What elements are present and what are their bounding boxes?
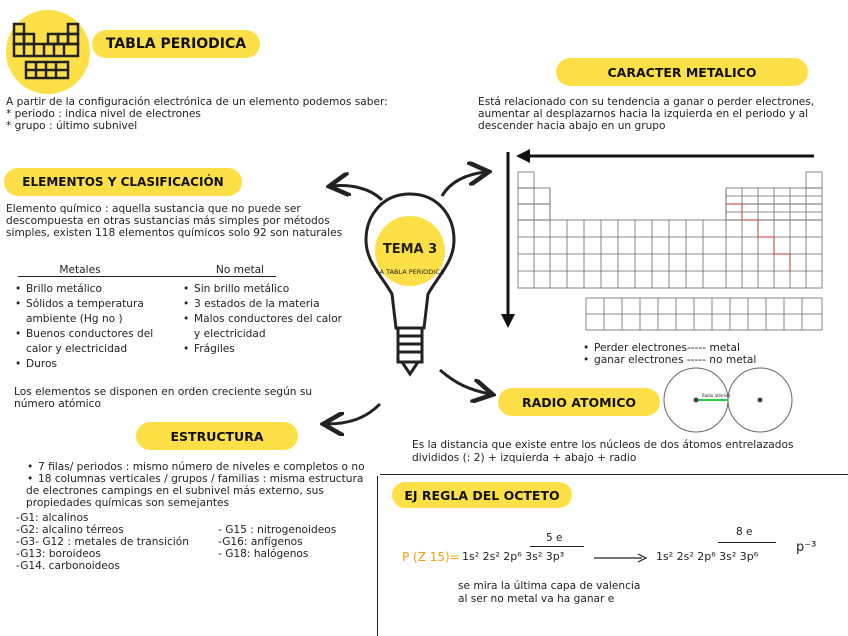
caracter-text-3: descender hacia abajo en un grupo	[478, 120, 666, 132]
list-item: • ganar electrones ----- no metal	[594, 354, 756, 366]
list-item: - G15 : nitrogenoideos	[218, 524, 337, 536]
octeto-heading: EJ REGLA DEL OCTETO	[392, 482, 572, 508]
config-2: 1s² 2s² 2p⁶ 3s² 3p⁶	[656, 550, 759, 563]
list-item: -G14. carbonoideos	[16, 560, 120, 572]
orden-line-2: número atómico	[14, 398, 101, 410]
octeto-note-2: al ser no metal va ha ganar e	[458, 593, 615, 605]
intro-line-3: * grupo : último subnivel	[6, 120, 138, 132]
list-item: y electricidad	[194, 328, 266, 340]
reaction-arrow-icon	[592, 552, 648, 564]
list-item: - G18: halógenos	[218, 548, 309, 560]
list-item: • Sin brillo metálico	[194, 282, 342, 297]
estructura-line-2c: propiedades químicas son semejantes	[26, 497, 230, 509]
metales-header: Metales	[59, 264, 101, 276]
config-1: 1s² 2s² 2p⁶ 3s² 3p³	[462, 550, 565, 563]
divider-vertical	[377, 476, 378, 636]
radio-text-2: divididos (: 2) + izquierda + abajo + radio	[412, 452, 637, 464]
p-label: P (Z 15)=	[402, 550, 460, 564]
list-item: • 7 filas/ periodos : mismo número de niveles e completos o no	[38, 461, 365, 473]
estructura-list	[26, 461, 365, 485]
metales-list	[14, 282, 153, 372]
list-item: • Perder electrones----- metal	[594, 342, 756, 354]
octeto-note-1: se mira la última capa de valencia	[458, 580, 641, 592]
bulb-subtitle: LA TABLA PERIODICA	[375, 268, 445, 276]
list-item: • Frágiles	[194, 342, 342, 357]
caracter-bullets	[582, 342, 756, 366]
table-divider	[18, 276, 276, 277]
electrons-2: 8 e	[736, 526, 753, 538]
nometales-list	[182, 282, 342, 357]
estructura-line-2b: de electrones campings en el subnivel más externo, sus	[26, 485, 324, 497]
list-item: -G13: boroideos	[16, 548, 101, 560]
estructura-heading: ESTRUCTURA	[136, 422, 298, 450]
bulb-title: TEMA 3	[382, 242, 438, 257]
list-item: • Buenos conductores del	[26, 327, 153, 342]
periodic-table-logo-icon	[10, 18, 82, 84]
caracter-text-2: aumentar al desplazarnos hacia la izquierda en el periodo y al	[478, 108, 809, 120]
bulb-arrows	[320, 160, 520, 440]
list-item: ambiente (Hg no )	[26, 313, 123, 325]
elemento-def-2: descompuesta en otras sustancias más simples por métodos	[6, 215, 330, 227]
ion-charge: p⁻³	[796, 540, 817, 555]
groups-left	[16, 512, 189, 572]
groups-right	[218, 524, 336, 560]
caracter-text-1: Está relacionado con su tendencia a ganar o perder electrones,	[478, 96, 815, 108]
list-item: -G16: anfígenos	[218, 536, 303, 548]
list-item: -G1: alcalinos	[16, 512, 89, 524]
nometal-header: No metal	[215, 264, 265, 276]
frac-line-2	[718, 542, 776, 543]
elementos-heading: ELEMENTOS Y CLASIFICACIÓN	[4, 168, 242, 196]
elemento-def-3: simples, existen 118 elementos químicos solo 92 son naturales	[6, 227, 343, 239]
list-item: • Brillo metálico	[26, 282, 153, 297]
atom-radius-label: Radio atómico	[702, 393, 731, 398]
elemento-def-1: Elemento químico : aquella sustancia que no puede ser	[6, 203, 301, 215]
divider-horizontal	[380, 474, 848, 475]
list-item: • 18 columnas verticales / grupos / familias : misma estructura	[38, 473, 365, 485]
intro-line-2: * periodo : indica nivel de electrones	[6, 108, 201, 120]
list-item: calor y electricidad	[26, 343, 128, 355]
intro-line-1: A partir de la configuración electrónica de un elemento podemos saber:	[6, 96, 388, 108]
orden-line-1: Los elementos se disponen en orden creciente según su	[14, 386, 313, 398]
list-item: -G2: alcalino térreos	[16, 524, 124, 536]
caracter-heading: CARACTER METALICO	[556, 58, 808, 86]
list-item: • Sólidos a temperatura	[26, 297, 153, 312]
radio-heading: RADIO ATOMICO	[498, 388, 660, 416]
page-title: TABLA PERIODICA	[92, 30, 260, 58]
list-item: • Duros	[26, 357, 153, 372]
atom-radius-diagram	[660, 366, 800, 436]
periodic-table-diagram	[514, 170, 824, 334]
frac-line-1	[530, 546, 584, 547]
list-item: • Malos conductores del calor	[194, 312, 342, 327]
list-item: -G3- G12 : metales de transición	[16, 536, 189, 548]
list-item: • 3 estados de la materia	[194, 297, 342, 312]
radio-text-1: Es la distancia que existe entre los núcleos de dos átomos entrelazados	[412, 439, 794, 451]
electrons-1: 5 e	[546, 532, 563, 544]
